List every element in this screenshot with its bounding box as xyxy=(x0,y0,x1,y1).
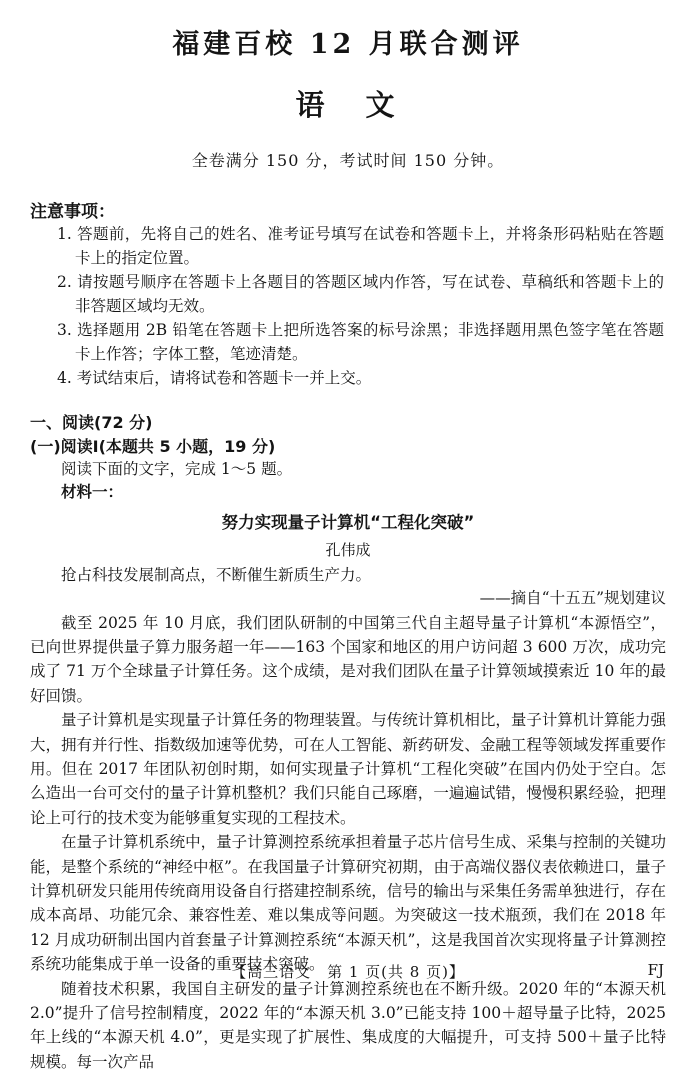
footer-page-label: 【高三语文 第 1 页(共 8 页)】 xyxy=(30,961,666,982)
page-footer xyxy=(30,961,666,981)
note-item-2: 2. 请按题号顺序在答题卡上各题目的答题区域内作答，写在试卷、草稿纸和答题卡上的非答题区域均无效。 xyxy=(75,271,664,318)
material-author: 孔伟成 xyxy=(30,539,666,560)
material-one xyxy=(30,509,666,1074)
epigraph-quote: 抢占科技发展制高点，不断催生新质生产力。 xyxy=(30,564,666,588)
material-one-label: 材料一： xyxy=(30,481,666,505)
material-title: 努力实现量子计算机“工程化突破” xyxy=(30,509,666,533)
material-paragraph-1: 截至 2025 年 10 月底，我们团队研制的中国第三代自主超导量子计算机“本源悟空”，已向世界提供量子算力服务超一年——163 个国家和地区的用户访问超 3 600 万次，成功完成了 71 万个全球量子计算任务。这个成绩，是对我们团队在量子计算领域摸索近 10 年的最好回馈。 xyxy=(30,611,666,709)
material-paragraph-4: 随着技术积累，我国自主研发的量子计算测控系统也在不断升级。2020 年的“本源天机 2.0”提升了信号控制精度，2022 年的“本源天机 3.0”已能支持 100＋超导量子比特，2025 年上线的“本源天机 4.0”，更是实现了扩展性、集成度的大幅提升，可支持 500＋量子比特规模。每一次产品 xyxy=(30,977,666,1074)
exam-info-line: 全卷满分 150 分，考试时间 150 分钟。 xyxy=(30,148,666,171)
footer-code: FJ xyxy=(648,961,664,979)
reading-instruction: 阅读下面的文字，完成 1～5 题。 xyxy=(30,458,666,482)
section-subheading: (一)阅读Ⅰ(本题共 5 小题，19 分) xyxy=(30,435,666,458)
material-paragraph-3: 在量子计算机系统中，量子计算测控系统承担着量子芯片信号生成、采集与控制的关键功能，是整个系统的“神经中枢”。在我国量子计算研究初期，由于高端仪器仪表依赖进口，量子计算机研发只能用传统商用设备自行搭建控制系统，信号的输出与采集任务需单独进行，存在成本高昂、功能冗余、兼容性差、难以集成等问题。为突破这一技术瓶颈，我们在 2018 年 12 月成功研制出国内首套量子计算测控系统“本源天机”，这是我国首次实现将量子计算测控系统功能集成于单一设备的重要技术突破。 xyxy=(30,830,666,976)
reading-section xyxy=(30,411,666,505)
section-heading: 一、阅读(72 分) xyxy=(30,411,666,434)
note-item-4: 4. 考试结束后，请将试卷和答题卡一并上交。 xyxy=(75,367,664,391)
notes-section xyxy=(30,197,666,391)
material-paragraph-2: 量子计算机是实现量子计算任务的物理装置。与传统计算机相比，量子计算机计算能力强大，拥有并行性、指数级加速等优势，可在人工智能、新药研发、金融工程等领域发挥重要作用。但在 2017 年团队初创时期，如何实现量子计算机“工程化突破”在国内仍处于空白。怎么造出一台可交付的量子计算机整机？我们只能自己琢磨，一遍遍试错，慢慢积累经验，把理论上可行的技术变为能够重复实现的工程技术。 xyxy=(30,708,666,830)
epigraph-source: ——摘自“十五五”规划建议 xyxy=(30,587,666,611)
note-item-3: 3. 选择题用 2B 铅笔在答题卡上把所选答案的标号涂黑；非选择题用黑色签字笔在答题卡上作答；字体工整，笔迹清楚。 xyxy=(75,319,664,366)
exam-title: 福建百校 12 月联合测评 xyxy=(30,22,666,61)
notes-heading: 注意事项： xyxy=(30,197,666,222)
subject-title: 语 文 xyxy=(30,83,666,124)
note-item-1: 1. 答题前，先将自己的姓名、准考证号填写在试卷和答题卡上，并将条形码粘贴在答题卡上的指定位置。 xyxy=(75,223,664,270)
